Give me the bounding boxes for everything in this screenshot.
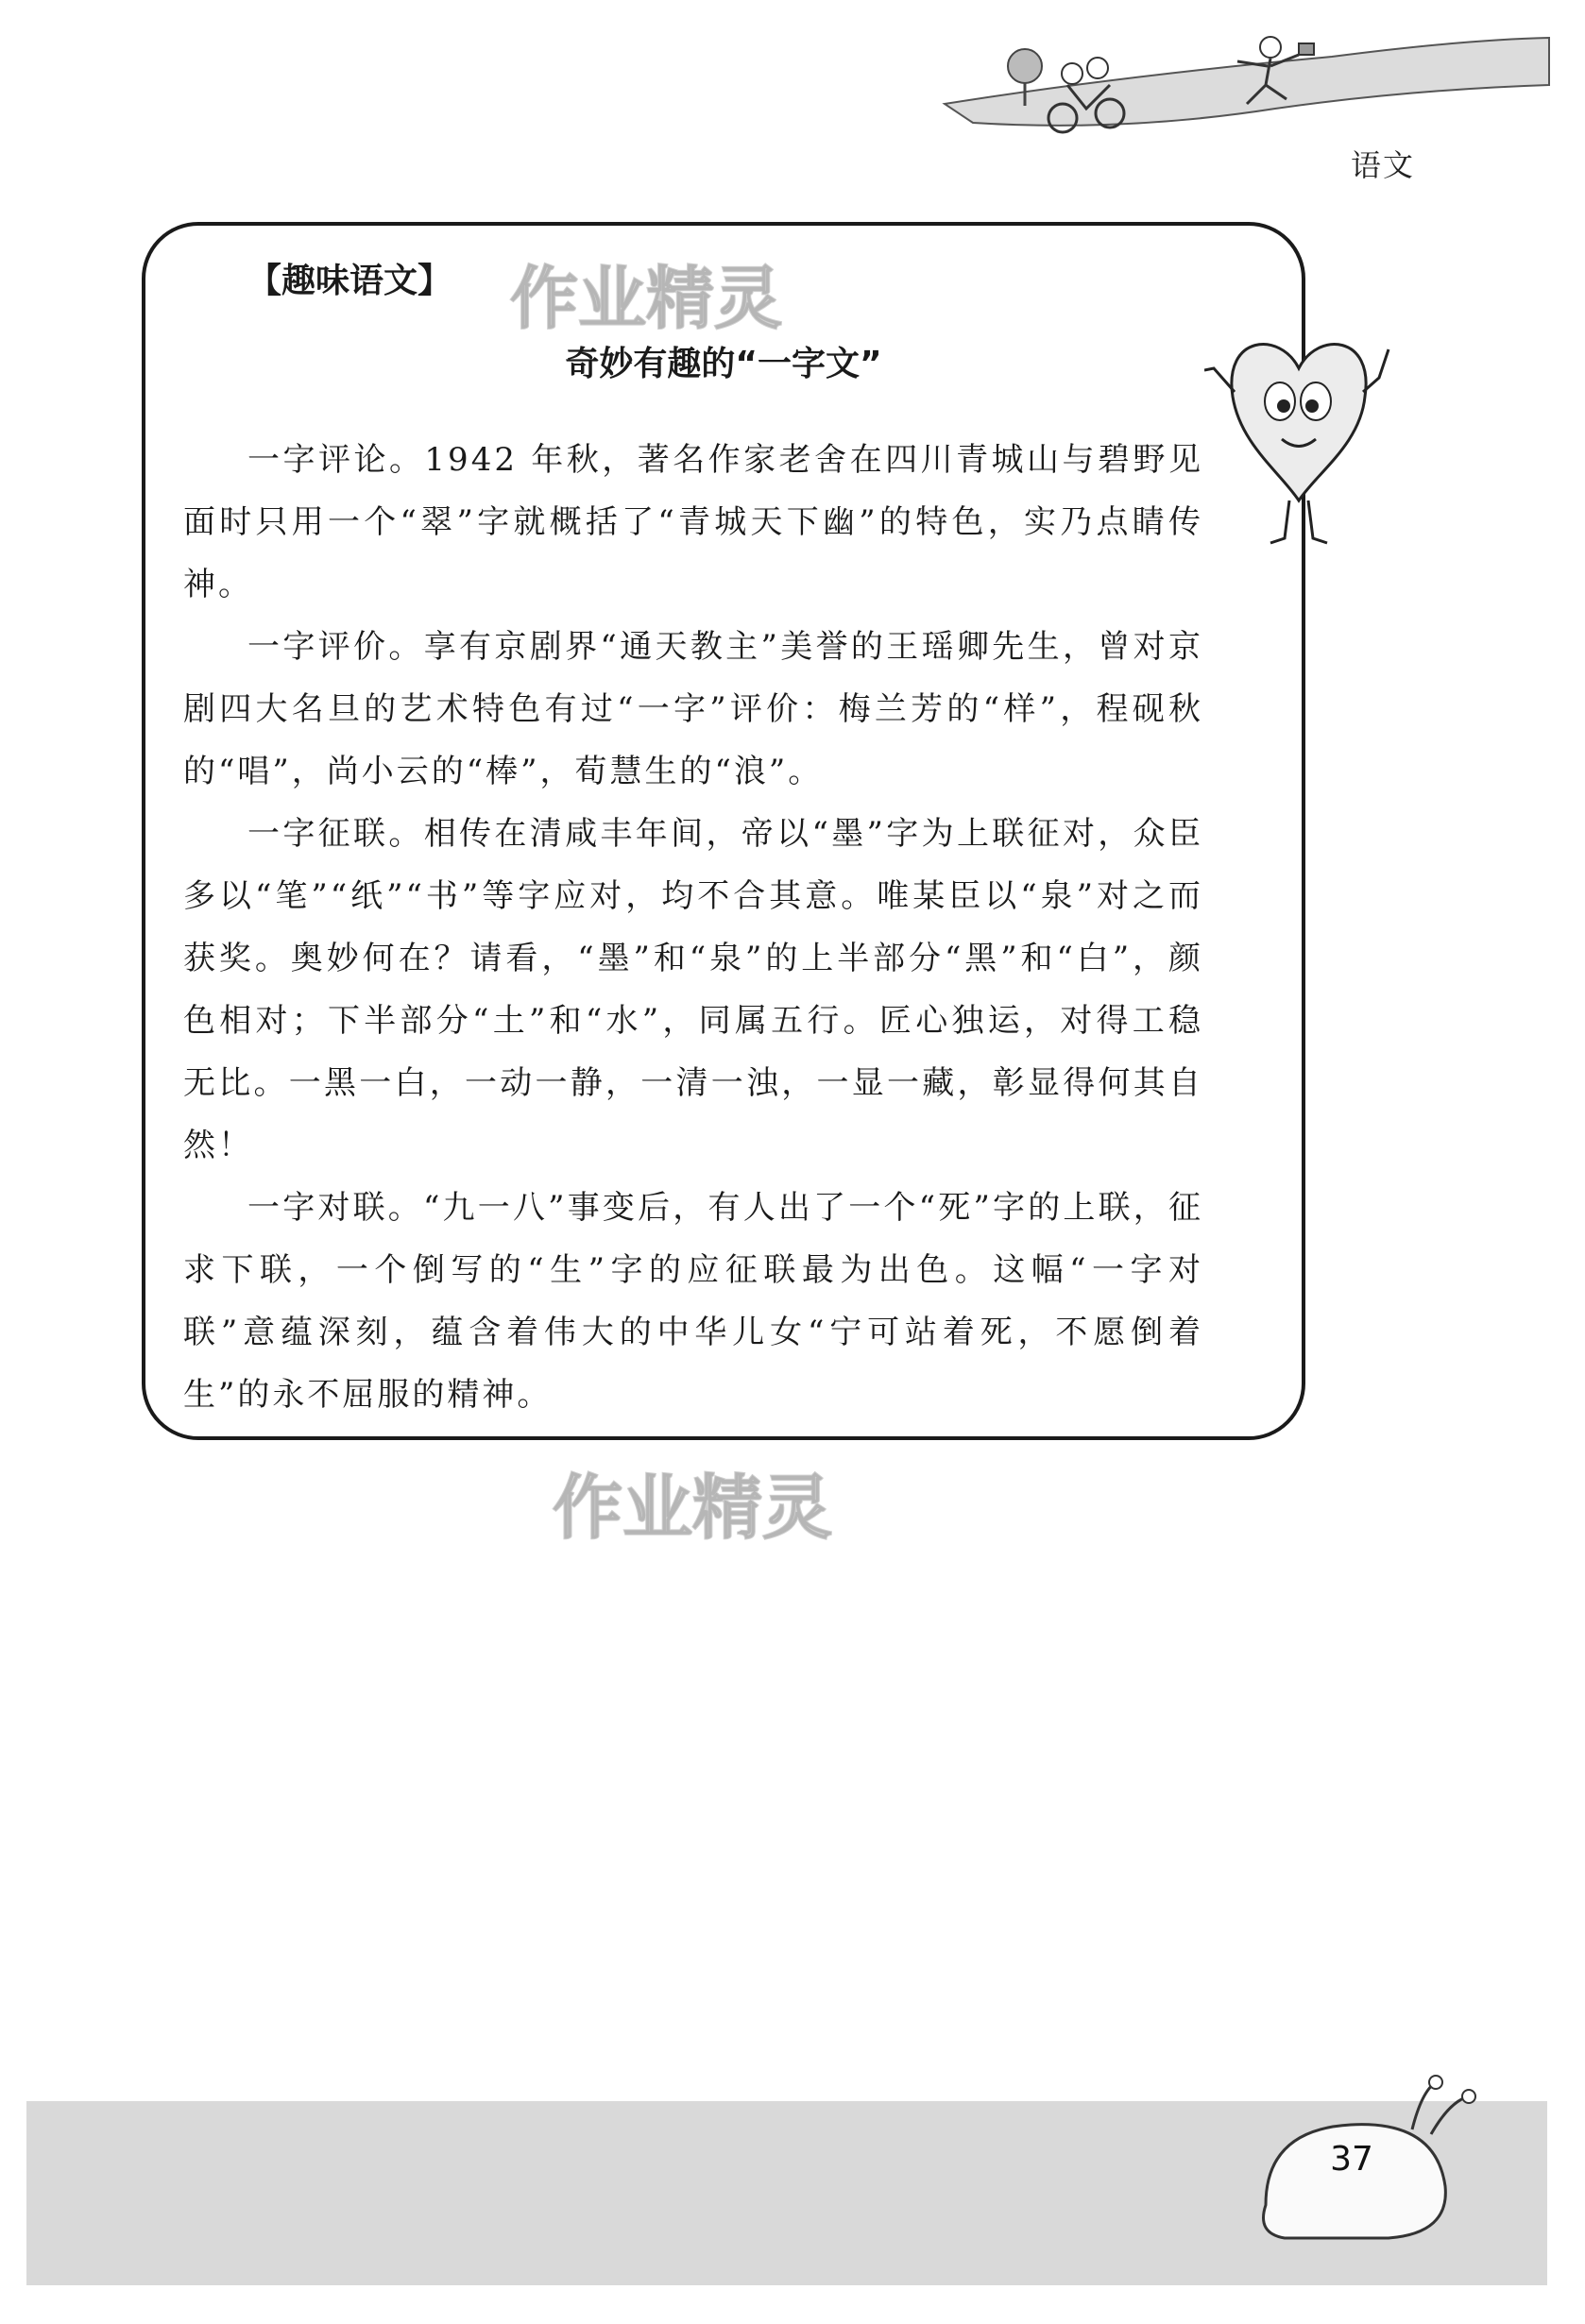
section-tag: 【趣味语文】 [247, 262, 452, 300]
article-title: 奇妙有趣的“一字文” [565, 345, 882, 383]
heart-mascot-icon [1204, 312, 1393, 557]
paragraph: 一字评价。享有京剧界“通天教主”美誉的王瑶卿先生，曾对京剧四大名旦的艺术特色有过“一字”评价：梅兰芳的“样”，程砚秋的“唱”，尚小云的“棒”，荀慧生的“浪”。 [183, 628, 1203, 790]
article-body [183, 429, 1203, 1426]
article-box [142, 222, 1305, 1440]
paragraph: 一字评论。1942 年秋，著名作家老舍在四川青城山与碧野见面时只用一个“翠”字就概括了“青城天下幽”的特色，实乃点睛传神。 [183, 441, 1203, 603]
paragraph: 一字征联。相传在清咸丰年间，帝以“墨”字为上联征对，众臣多以“笔”“纸”“书”等字应对，均不合其意。唯某臣以“泉”对之而获奖。奥妙何在？请看，“墨”和“泉”的上半部分“黑”和“白”，颜色相对；下半部分“土”和“水”，同属五行。匠心独运，对得工稳无比。一黑一白，一动一静，一清一浊，一显一藏，彰显得何其自然！ [183, 815, 1203, 1164]
paragraph: 一字对联。“九一八”事变后，有人出了一个“死”字的上联，征求下联，一个倒写的“生”字的应征联最为出色。这幅“一字对联”意蕴深刻，蕴含着伟大的中华儿女“宁可站着死，不愿倒着生”的永不屈服的精神。 [183, 1189, 1203, 1414]
page-number: 37 [1330, 2140, 1373, 2179]
watermark-top: 作业精灵 [510, 259, 783, 338]
subject-label: 语文 [1350, 147, 1415, 183]
watermark-bottom: 作业精灵 [553, 1467, 832, 1549]
header-illustration [935, 19, 1559, 161]
